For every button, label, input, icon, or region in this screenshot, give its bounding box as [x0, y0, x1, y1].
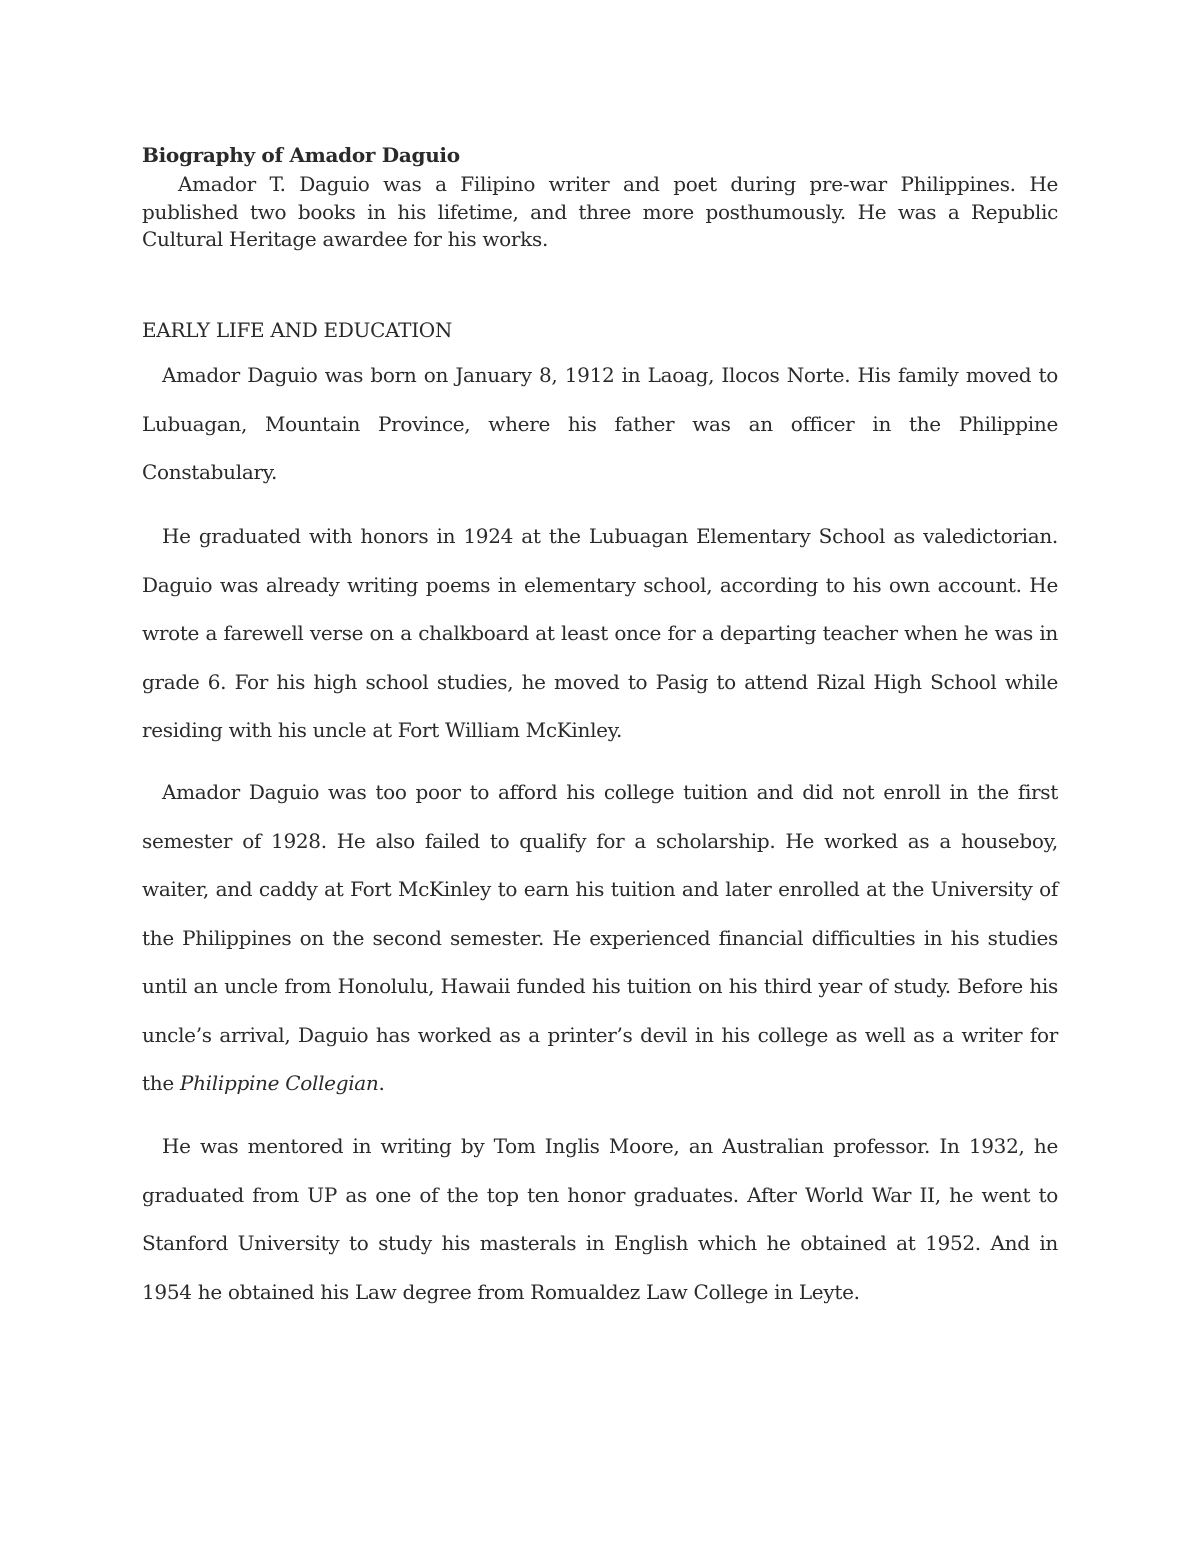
collegian-title: Philippine Collegian	[179, 1071, 379, 1095]
body-paragraph-schooling: He graduated with honors in 1924 at the Lubuagan Elementary School as valedictorian. Daguio was already writing poems in elementary school, according to his own account. He wrote a farewell verse on a chalkboard at least once for a departing teacher when he was in grade 6. For his high school studies, he moved to Pasig to attend Rizal High School while residing with his uncle at Fort William McKinley.	[142, 524, 1058, 742]
college-text: Amador Daguio was too poor to afford his college tuition and did not enroll in the first semester of 1928. He also failed to qualify for a scholarship. He worked as a houseboy, waiter, and caddy at Fort McKinley to earn his tuition and later enrolled at the University of the Philippines on the second semester. He experienced financial difficulties in his studies until an uncle from Honolulu, Hawaii funded his tuition on his third year of study. Before his uncle’s arrival, Daguio has worked as a printer’s devil in his college as well as a writer for the	[142, 780, 1058, 1095]
document-title: Biography of Amador Daguio	[142, 143, 460, 167]
college-text-end: .	[378, 1071, 385, 1095]
section-heading: EARLY LIFE AND EDUCATION	[142, 318, 453, 342]
body-paragraph-birth: Amador Daguio was born on January 8, 1912 in Laoag, Ilocos Norte. His family moved to Lubuagan, Mountain Province, where his father was an officer in the Philippine Constabulary.	[142, 363, 1058, 484]
intro-paragraph: Amador T. Daguio was a Filipino writer and poet during pre-war Philippines. He published two books in his lifetime, and three more posthumously. He was a Republic Cultural Heritage awardee for his works.	[142, 172, 1058, 251]
body-paragraph-college	[142, 768, 1058, 1108]
body-paragraph-mentorship: He was mentored in writing by Tom Inglis Moore, an Australian professor. In 1932, he graduated from UP as one of the top ten honor graduates. After World War II, he went to Stanford University to study his masterals in English which he obtained at 1952. And in 1954 he obtained his Law degree from Romualdez Law College in Leyte.	[142, 1134, 1058, 1304]
